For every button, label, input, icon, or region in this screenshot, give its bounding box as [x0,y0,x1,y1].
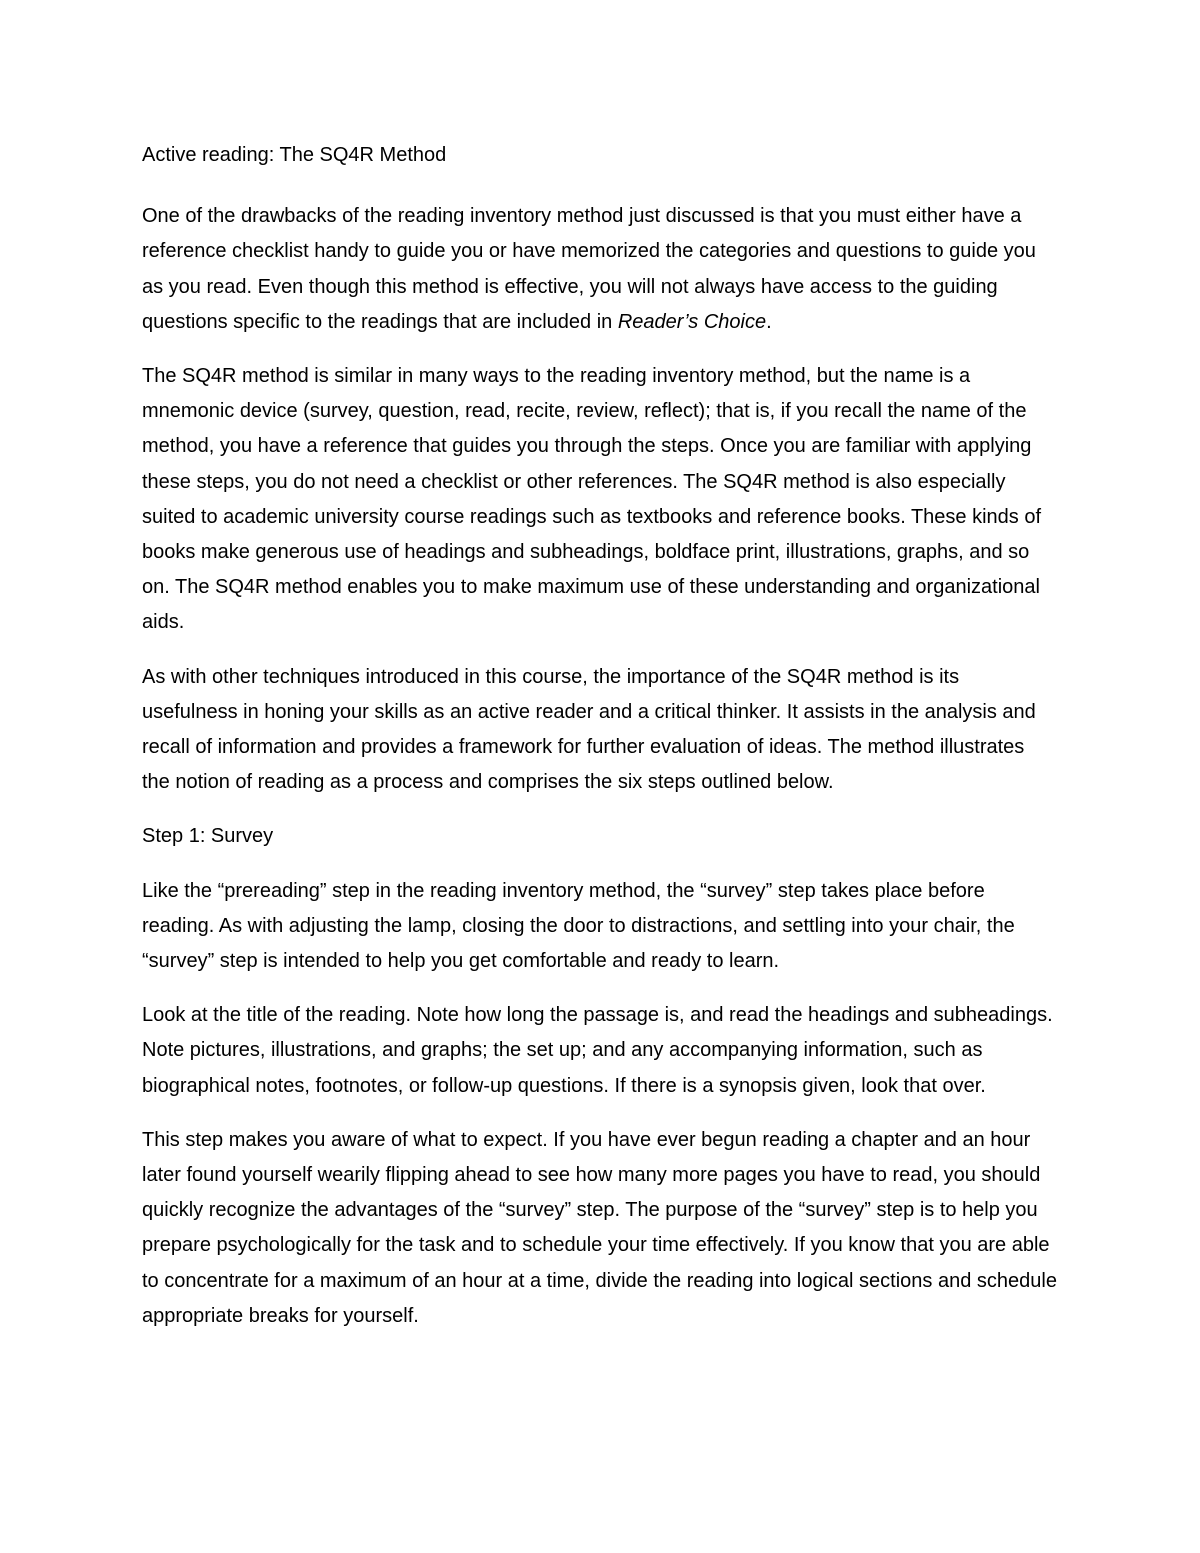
paragraph-survey-instructions: Look at the title of the reading. Note how long the passage is, and read the headings and subheadings. Note pictures, illustrations, and graphs; the set up; and any accompanying information, such as biographical notes, footnotes, or follow-up questions. If there is a synopsis given, look that over. [142,1004,1053,1097]
paragraph-importance: As with other techniques introduced in this course, the importance of the SQ4R method is its usefulness in honing your skills as an active reader and a critical thinker. It assists in the analysis and recall of information and provides a framework for further evaluation of ideas. The method illustrates the notion of reading as a process and comprises the six steps outlined below. [142,665,1036,794]
paragraph-survey-intro: Like the “prereading” step in the reading inventory method, the “survey” step takes place before reading. As with adjusting the lamp, closing the door to distractions, and settling into your chair, the “survey” step is intended to help you get comfortable and ready to learn. [142,879,1015,973]
paragraph-drawbacks [142,199,1057,340]
document-body [142,138,1057,1353]
book-title-readers-choice: Reader’s Choice [617,310,767,333]
document-title: Active reading: The SQ4R Method [142,144,447,166]
step-1-heading: Step 1: Survey [142,825,274,848]
paragraph-survey-purpose: This step makes you aware of what to expect. If you have ever begun reading a chapter and an hour later found yourself wearily flipping ahead to see how many more pages you have to read, you should quickly recognize the advantages of the “survey” step. The purpose of the “survey” step is to help you prepare psychologically for the task and to schedule your time effectively. If you know that you are able to concentrate for a maximum of an hour at a time, divide the reading into logical sections and schedule appropriate breaks for yourself. [142,1128,1057,1327]
paragraph-drawbacks-text: One of the drawbacks of the reading inventory method just discussed is that you must either have a reference checklist handy to guide you or have memorized the categories and questions to guide you as you read. Even though this method is effective, you will not always have access to the guiding questions specific to the readings that are included in [142,205,1036,333]
paragraph-sq4r-method: The SQ4R method is similar in many ways to the reading inventory method, but the name is a mnemonic device (survey, question, read, recite, review, reflect); that is, if you recall the name of the method, you have a reference that guides you through the steps. Once you are familiar with applying these steps, you do not need a checklist or other references. The SQ4R method is also especially suited to academic university course readings such as textbooks and reference books. These kinds of books make generous use of headings and subheadings, boldface print, illustrations, graphs, and so on. The SQ4R method enables you to make maximum use of these understanding and organizational aids. [142,365,1042,634]
paragraph-drawbacks-end: . [766,310,772,333]
